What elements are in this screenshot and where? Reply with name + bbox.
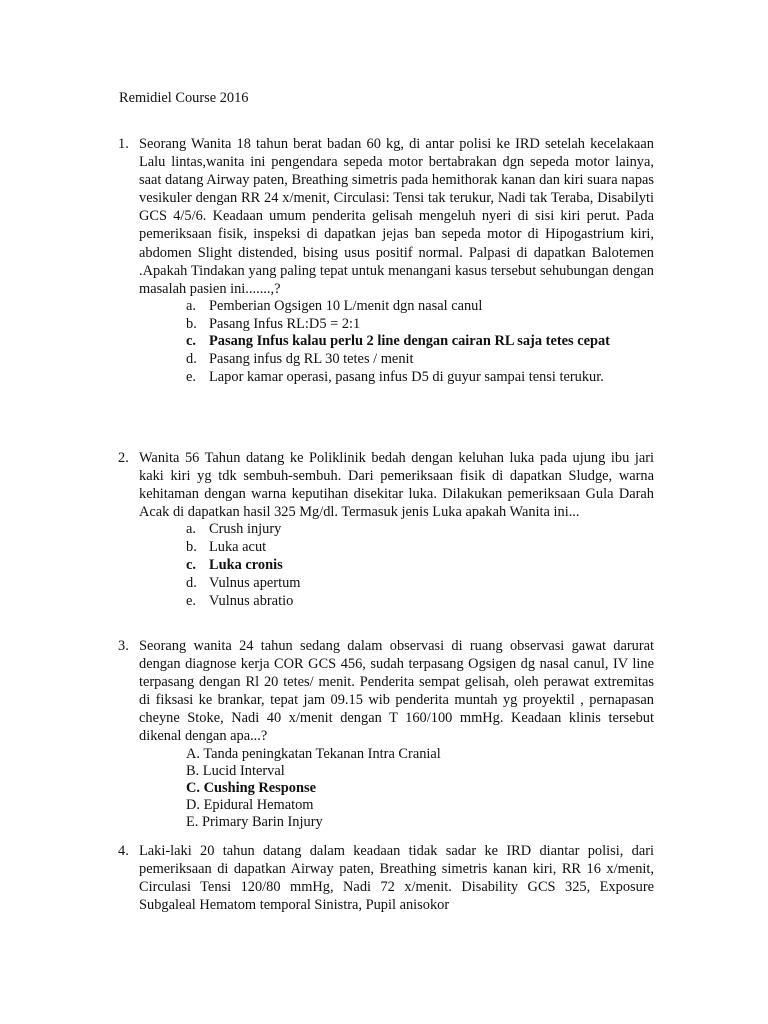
option-c-correct [186,333,654,351]
option-letter: b. [186,539,197,556]
option-c-correct [186,557,654,575]
option-text: Vulnus abratio [209,592,294,609]
option-letter: e. [186,592,196,609]
option-d [186,351,654,369]
option-d [186,575,654,593]
question-number: 4. [118,843,129,859]
option-text: Crush injury [209,521,282,538]
option-a: A. Tanda peningkatan Tekanan Intra Cranial [186,745,441,762]
option-b: B. Lucid Interval [186,762,285,779]
option-letter: c. [186,556,196,573]
option-letter: a. [186,521,196,538]
option-text: Vulnus apertum [209,574,301,591]
option-letter: c. [186,333,196,350]
option-b [186,539,654,557]
option-d: D. Epidural Hematom [186,797,314,814]
question-1 [118,135,654,387]
option-letter: d. [186,574,197,591]
option-list [118,298,654,387]
option-letter: d. [186,351,197,368]
option-text: Pasang Infus RL:D5 = 2:1 [209,315,361,332]
question-2 [118,449,654,610]
question-number: 1. [118,136,129,152]
option-list [118,521,654,610]
question-text: Seorang Wanita 18 tahun berat badan 60 kg, di antar polisi ke IRD setelah kecelakaan Lalu lintas,wanita ini pengendara sepeda motor bertabrakan dgn sepeda motor lainya, saat datang Airway paten, Breathing simetris pada hemithorak kanan dan kiri suara napas vesikuler dengan RR 24 x/menit, Circulasi: Tensi tak terukur, Nadi tak Teraba, Disabilyti GCS 4/5/6. Keadaan umum penderita gelisah mengeluh nyeri di sisi kiri perut. Pada pemeriksaan fisik, inspeksi di dapatkan jejas ban sepeda motor di Hipogastrium kiri, abdomen Slight distended, bising usus positif normal. Palpasi di dapatkan Balotemen .Apakah Tindakan yang paling tepat untuk menangani kasus tersebut sehubungan dengan masalah pasien ini.......,? [139,136,654,297]
option-list [118,746,654,832]
option-a [186,298,654,316]
option-letter: e. [186,369,196,386]
option-text: Pasang infus dg RL 30 tetes / menit [209,351,414,368]
question-text: Wanita 56 Tahun datang ke Poliklinik bedah dengan keluhan luka pada ujung ibu jari kaki kiri yg tdk sembuh-sembuh. Dari pemeriksaan fisik di dapatkan Sludge, warna kehitaman dengan warna keputihan disekitar luka. Dilakukan pemeriksaan Gula Darah Acak di dapatkan hasil 325 Mg/dl. Termasuk jenis Luka apakah Wanita ini... [139,450,654,521]
option-a [186,521,654,539]
question-number: 3. [118,638,129,654]
question-number: 2. [118,450,129,466]
option-letter: a. [186,297,196,314]
question-text: Seorang wanita 24 tahun sedang dalam observasi di ruang observasi gawat darurat dengan diagnose kerja COR GCS 456, sudah terpasang Ogsigen dg nasal canul, IV line terpasang dengan Rl 20 tetes/ menit. Penderita sempat gelisah, oleh perawat extremitas di fiksasi ke brankar, tepat jam 09.15 wib penderita muntah yg proyektil , pernapasan cheyne Stoke, Nadi 40 x/menit dengan T 160/100 mmHg. Keadaan klinis tersebut dikenal dengan apa...? [139,638,654,745]
option-e: E. Primary Barin Injury [186,814,323,831]
option-e [186,593,654,611]
option-text: Luka acut [209,539,267,556]
option-text: Lapor kamar operasi, pasang infus D5 di guyur sampai tensi terukur. [209,369,604,386]
option-e [186,369,654,387]
option-b [186,316,654,334]
option-text: Pasang Infus kalau perlu 2 line dengan cairan RL saja tetes cepat [209,333,610,350]
question-text: Laki-laki 20 tahun datang dalam keadaan tidak sadar ke IRD diantar polisi, dari pemeriksaan di dapatkan Airway paten, Breathing simetris kanan kiri, RR 16 x/menit, Circulasi Tensi 120/80 mmHg, Nadi 72 x/menit. Disability GCS 325, Exposure Subgaleal Hematom temporal Sinistra, Pupil anisokor [139,843,654,914]
option-letter: b. [186,315,197,332]
option-text: Pemberian Ogsigen 10 L/menit dgn nasal canul [209,297,483,314]
question-4 [118,842,654,914]
document-title: Remidiel Course 2016 [119,90,249,106]
option-text: Luka cronis [209,556,283,573]
question-3 [118,637,654,832]
option-c-correct: C. Cushing Response [186,779,316,796]
